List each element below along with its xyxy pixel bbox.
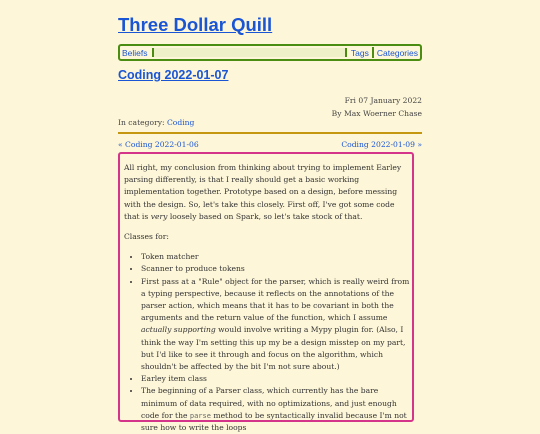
list-item <box>141 385 412 434</box>
nav-spacer <box>152 48 347 57</box>
article-body <box>118 152 414 433</box>
nav-tags-link[interactable]: Tags <box>350 47 369 58</box>
nav-beliefs-link[interactable]: Beliefs <box>122 47 148 58</box>
list-item: • Scanner to produce tokens <box>141 263 412 275</box>
list-item-text: method to be syntactically invalid because I'm not sure how to write the loops <box>141 410 407 433</box>
list-item: • Earley item class <box>141 373 412 385</box>
prev-post-link[interactable]: « Coding 2022-01-06 <box>118 140 199 149</box>
list-item-text: would involve writing a Mypy plugin for. (Also, I think the way I'm setting this up my be a design misstep on my part, but I'd like to see it through and focus on the algorithm, which shouldn't be affected by the bit I'm not sure about.) <box>141 325 406 372</box>
list-item <box>141 276 412 374</box>
nav-divider <box>372 47 374 58</box>
list-item: • Token matcher <box>141 251 412 263</box>
article-emphasis: very <box>150 211 168 221</box>
article-text: All right, my conclusion from thinking about trying to implement Earley parsing differently, is that I really should get a basic working implementation together. Prototype based on a design, before messing with the design. So, let's take this closely. First off, I've got some code that is <box>124 163 402 221</box>
inline-code: parse <box>189 411 211 420</box>
list-item-text: The beginning of a Parser class, which currently has the bare minimum of data required, with no optimizations, and just enough code for the <box>141 386 397 420</box>
post-author: By Max Woerner Chase <box>331 109 422 118</box>
article-list <box>124 251 412 434</box>
top-navbar <box>118 44 422 61</box>
post-category <box>118 118 194 127</box>
post-title-link[interactable]: Coding 2022-01-07 <box>118 68 229 82</box>
divider <box>118 132 422 134</box>
site-title-link[interactable]: Three Dollar Quill <box>118 14 273 35</box>
post-meta <box>332 94 422 120</box>
list-item-emphasis: actually supporting <box>141 325 216 335</box>
list-item-text: First pass at a "Rule" object for the parser, which is really weird from a typing perspective, because it reflects on the annotations of the parser action, which means that it has to be covariant in both the arguments and the return value of the function, which I assume <box>141 276 410 323</box>
article-paragraph <box>124 162 412 223</box>
post-date: Fri 07 January 2022 <box>344 96 422 105</box>
nav-categories-link[interactable]: Categories <box>376 47 418 58</box>
category-link[interactable]: Coding <box>166 118 195 127</box>
article-paragraph: Classes for: <box>124 232 169 242</box>
next-post-link[interactable]: Coding 2022-01-09 » <box>341 140 422 149</box>
category-label: In category: <box>118 118 165 127</box>
article-text: loosely based on Spark, so let's take stock of that. <box>167 211 363 221</box>
